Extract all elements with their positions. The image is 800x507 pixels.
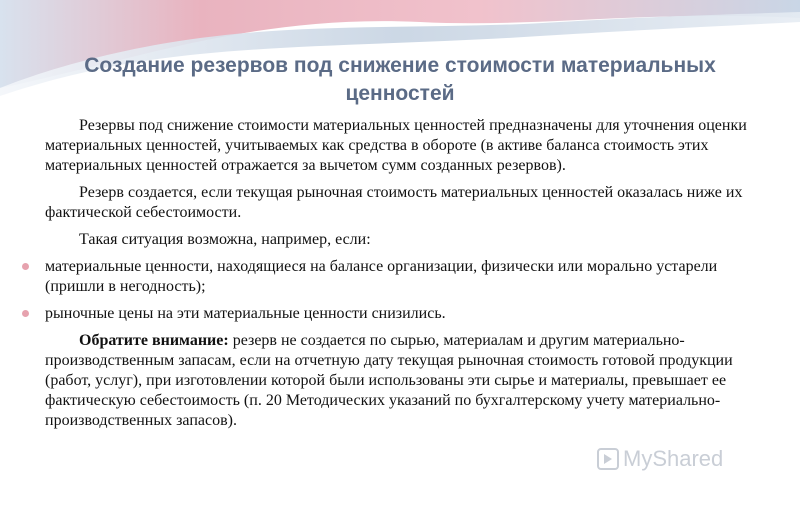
- slide-title: Создание резервов под снижение стоимости материальных ценностей: [84, 54, 716, 105]
- paragraph-1: Резервы под снижение стоимости материальных ценностей предназначены для уточнения оценки материальных ценностей, учитываемых как средства в обороте (в активе баланса стоимость этих материальных ценностей отражается за вычетом сумм созданных резервов).: [45, 117, 747, 174]
- note-text: резерв не создается по сырью, материалам и другим материально-производственным запасам, если на отчетную дату текущая рыночная стоимость готовой продукции (работ, услуг), при изготовлении которой были использованы эти сырье и материалы, превышает ее фактическую себестоимость (п. 20 Методических указаний по бухгалтерскому учету материально-производственных запасов).: [45, 332, 733, 429]
- bullet-item: [45, 257, 770, 297]
- note-label: Обратите внимание:: [79, 332, 229, 349]
- bullet-text: рыночные цены на эти материальные ценности снизились.: [45, 305, 446, 322]
- slide-body: [45, 116, 770, 438]
- paragraph-2: Резерв создается, если текущая рыночная стоимость материальных ценностей оказалась ниже их фактической себестоимости.: [45, 184, 743, 221]
- bullet-dot-icon: [22, 263, 29, 270]
- paragraph-3: Такая ситуация возможна, например, если:: [79, 231, 371, 248]
- bullet-dot-icon: [22, 310, 29, 317]
- bullet-item: [45, 304, 770, 324]
- watermark-text: MyShared: [623, 446, 724, 471]
- bullet-text: материальные ценности, находящиеся на балансе организации, физически или морально устарели (пришли в негодность);: [45, 258, 718, 295]
- note-paragraph: [45, 331, 770, 431]
- play-logo-icon: [597, 448, 619, 470]
- watermark: [597, 446, 723, 472]
